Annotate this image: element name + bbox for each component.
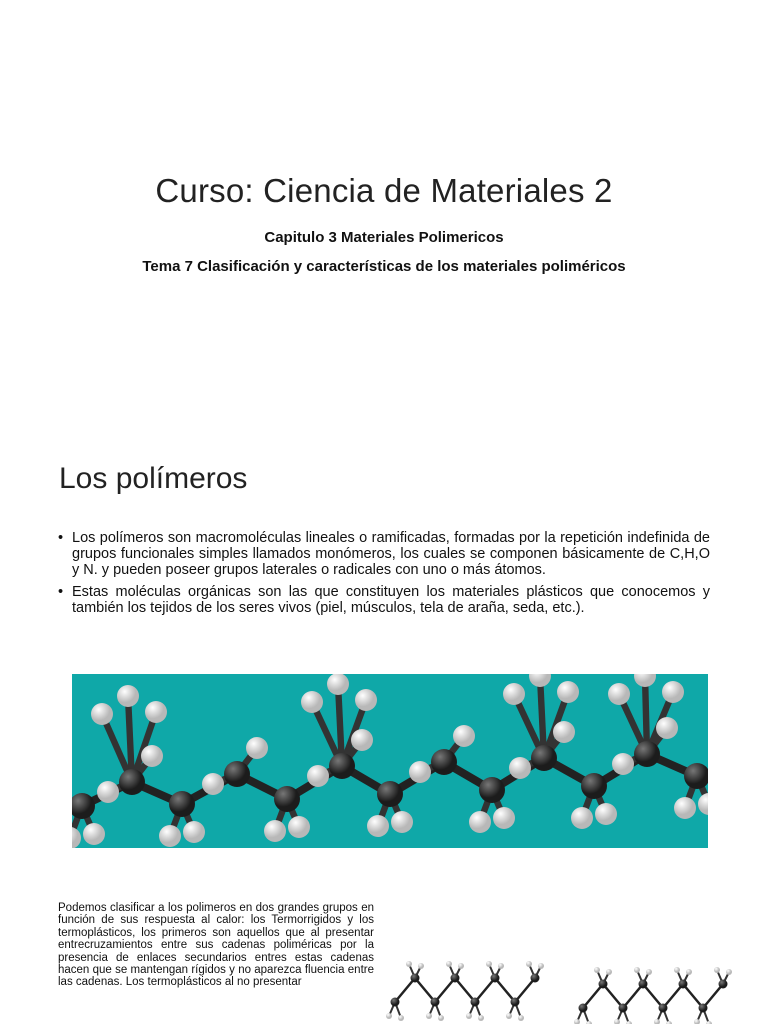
- hydrogen-atom: [662, 681, 684, 703]
- carbon-atom: [119, 769, 145, 795]
- carbon-atom: [391, 998, 400, 1007]
- hydrogen-atom: [553, 721, 575, 743]
- hydrogen-atom: [406, 961, 412, 967]
- bullet-list: [58, 530, 710, 622]
- molecule-model-image-2: [573, 942, 733, 1024]
- hydrogen-atom: [574, 1019, 580, 1024]
- carbon-atom: [531, 745, 557, 771]
- carbon-atom: [479, 777, 505, 803]
- chapter-subtitle: Capitulo 3 Materiales Polimericos: [264, 229, 504, 246]
- bond: [683, 984, 703, 1008]
- hydrogen-atom: [288, 816, 310, 838]
- bond: [495, 978, 515, 1002]
- hydrogen-atom: [614, 1019, 620, 1024]
- hydrogen-atom: [486, 961, 492, 967]
- hydrogen-atom: [458, 963, 464, 969]
- bond: [603, 984, 623, 1008]
- carbon-atom: [579, 1004, 588, 1013]
- hydrogen-atom: [606, 969, 612, 975]
- hydrogen-atom: [503, 683, 525, 705]
- carbon-atom: [431, 998, 440, 1007]
- carbon-atom: [699, 1004, 708, 1013]
- carbon-atom: [224, 761, 250, 787]
- carbon-atom: [451, 974, 460, 983]
- carbon-atom: [431, 749, 457, 775]
- hydrogen-atom: [97, 781, 119, 803]
- hydrogen-atom: [446, 961, 452, 967]
- hydrogen-atom: [469, 811, 491, 833]
- bullet-marker: •: [58, 530, 64, 546]
- hydrogen-atom: [694, 1019, 700, 1024]
- topic-subtitle: Tema 7 Clasificación y características de los materiales poliméricos: [142, 258, 626, 275]
- hydrogen-atom: [656, 717, 678, 739]
- carbon-atom: [599, 980, 608, 989]
- hydrogen-atom: [386, 1013, 392, 1019]
- hydrogen-atom: [498, 963, 504, 969]
- hydrogen-atom: [398, 1015, 404, 1021]
- hydrogen-atom: [202, 773, 224, 795]
- hydrogen-atom: [72, 827, 81, 848]
- hydrogen-atom: [83, 823, 105, 845]
- bond: [415, 978, 435, 1002]
- bullet-item: [58, 530, 710, 578]
- hydrogen-atom: [307, 765, 329, 787]
- carbon-atom: [639, 980, 648, 989]
- hydrogen-atom: [726, 969, 732, 975]
- hydrogen-atom: [509, 757, 531, 779]
- carbon-atom: [581, 773, 607, 799]
- carbon-atom: [169, 791, 195, 817]
- hydrogen-atom: [453, 725, 475, 747]
- bullet-item: [58, 584, 710, 616]
- bullet-text: Estas moléculas orgánicas son las que constituyen los materiales plásticos que conocemos y también los tejidos de los seres vivos (piel, músculos, tela de araña, seda, etc.).: [72, 584, 710, 616]
- hydrogen-atom: [594, 967, 600, 973]
- carbon-atom: [377, 781, 403, 807]
- title-slide: [0, 0, 768, 432]
- course-title: Curso: Ciencia de Materiales 2: [155, 172, 613, 209]
- bond: [643, 984, 663, 1008]
- content-slide: [0, 432, 768, 1024]
- hydrogen-atom: [183, 821, 205, 843]
- carbon-atom: [531, 974, 540, 983]
- hydrogen-atom: [246, 737, 268, 759]
- hydrogen-atom: [538, 963, 544, 969]
- hydrogen-atom: [595, 803, 617, 825]
- hydrogen-atom: [506, 1013, 512, 1019]
- carbon-atom: [471, 998, 480, 1007]
- carbon-atom: [619, 1004, 628, 1013]
- hydrogen-atom: [608, 683, 630, 705]
- hydrogen-atom: [674, 797, 696, 819]
- molecule-model-icon: [573, 942, 733, 1024]
- hydrogen-atom: [355, 689, 377, 711]
- carbon-atom: [679, 980, 688, 989]
- carbon-atom: [329, 753, 355, 779]
- hydrogen-atom: [409, 761, 431, 783]
- hydrogen-atom: [686, 969, 692, 975]
- hydrogen-atom: [301, 691, 323, 713]
- hydrogen-atom: [327, 674, 349, 695]
- hydrogen-atom: [529, 674, 551, 687]
- bond: [663, 984, 683, 1008]
- carbon-atom: [411, 974, 420, 983]
- molecule-model-image-1: [385, 942, 545, 1024]
- hydrogen-atom: [264, 820, 286, 842]
- hydrogen-atom: [141, 745, 163, 767]
- hydrogen-atom: [674, 967, 680, 973]
- carbon-atom: [634, 741, 660, 767]
- bond: [455, 978, 475, 1002]
- polymer-chain-image: [72, 674, 708, 848]
- carbon-atom: [511, 998, 520, 1007]
- polymer-chain-ball-and-stick-icon: [72, 674, 708, 848]
- hydrogen-atom: [159, 825, 181, 847]
- hydrogen-atom: [634, 674, 656, 687]
- carbon-atom: [72, 793, 95, 819]
- carbon-atom: [274, 786, 300, 812]
- bond: [475, 978, 495, 1002]
- hydrogen-atom: [557, 681, 579, 703]
- bond: [515, 978, 535, 1002]
- hydrogen-atom: [367, 815, 389, 837]
- hydrogen-atom: [426, 1013, 432, 1019]
- hydrogen-atom: [351, 729, 373, 751]
- bond: [623, 984, 643, 1008]
- bond: [703, 984, 723, 1008]
- molecule-model-icon: [385, 942, 545, 1024]
- bond: [435, 978, 455, 1002]
- hydrogen-atom: [612, 753, 634, 775]
- carbon-atom: [659, 1004, 668, 1013]
- hydrogen-atom: [91, 703, 113, 725]
- hydrogen-atom: [571, 807, 593, 829]
- hydrogen-atom: [634, 967, 640, 973]
- hydrogen-atom: [391, 811, 413, 833]
- hydrogen-atom: [117, 685, 139, 707]
- hydrogen-atom: [646, 969, 652, 975]
- hydrogen-atom: [466, 1013, 472, 1019]
- carbon-atom: [491, 974, 500, 983]
- bullet-text: Los polímeros son macromoléculas lineales o ramificadas, formadas por la repetición indefinida de grupos funcionales simples llamados monómeros, los cuales se componen básicamente de C,H,O y N. y pueden poseer grupos laterales o radicales con uno o más átomos.: [72, 530, 710, 578]
- hydrogen-atom: [418, 963, 424, 969]
- hydrogen-atom: [438, 1015, 444, 1021]
- hydrogen-atom: [526, 961, 532, 967]
- bullet-marker: •: [58, 584, 64, 600]
- hydrogen-atom: [518, 1015, 524, 1021]
- hydrogen-atom: [714, 967, 720, 973]
- hydrogen-atom: [698, 793, 708, 815]
- hydrogen-atom: [145, 701, 167, 723]
- carbon-atom: [684, 763, 708, 789]
- hydrogen-atom: [478, 1015, 484, 1021]
- bond: [583, 984, 603, 1008]
- classification-paragraph: Podemos clasificar a los polimeros en dos grandes grupos en función de sus respuesta al calor: los Termorrigidos y los termoplásticos, los primeros son aquellos que al presentar entrecruzamientos entre sus cadenas poliméricas por la presencia de enlaces secundarios entres estas cadenas hacen que se mantengan rígidos y no aparezca fluencia entre las cadenas. Los termoplásticos al no presentar: [58, 902, 374, 989]
- carbon-atom: [719, 980, 728, 989]
- hydrogen-atom: [493, 807, 515, 829]
- slide-heading: Los polímeros: [59, 462, 248, 495]
- bond: [395, 978, 415, 1002]
- hydrogen-atom: [654, 1019, 660, 1024]
